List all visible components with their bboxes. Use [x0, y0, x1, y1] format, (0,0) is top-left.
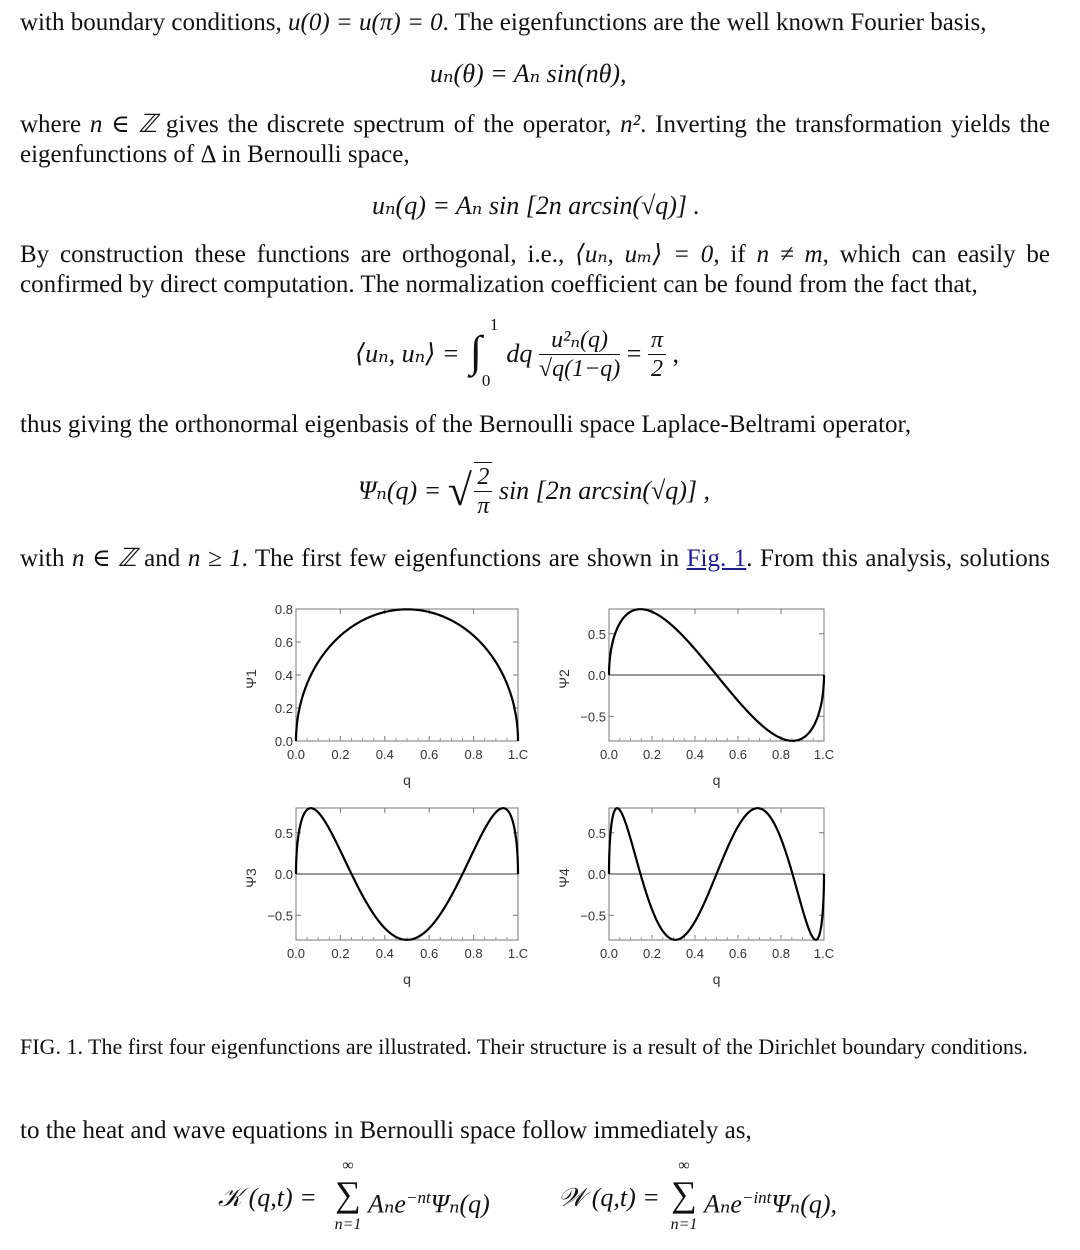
text-span: , which can easily be: [822, 241, 1051, 268]
sum-upper: ∞: [342, 1157, 354, 1174]
heat-kernel-lhs: 𝒦 (q,t) =: [218, 1183, 317, 1212]
equation-fourier-basis: uₙ(θ) = Aₙ sin(nθ),: [430, 59, 627, 88]
x-tick-label: 1.C: [813, 747, 835, 762]
figure-caption: [20, 1033, 1050, 1087]
equation-heat-wave-solutions: [218, 1157, 878, 1244]
x-tick-label: 0.4: [685, 747, 705, 762]
sqrt-sign-icon: √: [447, 466, 472, 515]
equation-orthonormal-basis: [358, 462, 710, 530]
x-tick-label: 0.4: [375, 747, 394, 762]
x-tick-label: 1.C: [507, 747, 529, 762]
x-tick-label: 0.8: [771, 747, 791, 762]
y-tick-label: 0.2: [274, 701, 293, 716]
numerator: 2: [474, 463, 492, 492]
x-tick-label: 0.2: [331, 747, 350, 762]
x-tick-label: 0.6: [728, 747, 748, 762]
sum-lower: n=1: [334, 1216, 362, 1233]
heat-kernel-term: [368, 1182, 490, 1221]
text-span: . From this analysis, solutions: [746, 545, 1050, 572]
equation-bernoulli-eigenfunction: uₙ(q) = Aₙ sin [2n arcsin(√q)] .: [372, 191, 701, 220]
y-tick-label: 0.8: [274, 602, 293, 617]
x-tick-label: 1.C: [507, 946, 529, 961]
eq-rhs: sin [2n arcsin(√q)] ,: [498, 476, 711, 505]
eigenfunction-curve: [296, 609, 518, 741]
y-tick-label: 0.0: [274, 734, 293, 749]
term-psi: Ψₙ(q): [430, 1189, 490, 1219]
x-tick-label: 0.0: [286, 946, 306, 961]
integral-sign: [466, 315, 500, 390]
y-tick-label: 0.5: [587, 626, 606, 642]
eigenfunction-curve: [609, 808, 824, 940]
math-inline: n ≠ m: [756, 241, 823, 268]
text-span: with: [20, 545, 72, 572]
x-tick-label: 0.8: [464, 946, 483, 961]
text-span: gives the discrete spectrum of the operator,: [157, 111, 621, 138]
eq-lhs: Ψₙ(q) =: [358, 476, 448, 505]
y-tick-label: −0.5: [580, 908, 606, 924]
x-tick-label: 0.4: [375, 946, 394, 961]
paragraph-line: [20, 544, 1050, 574]
paragraph-line: thus giving the orthonormal eigenbasis of the Bernoulli space Laplace-Beltrami operator,: [20, 411, 912, 438]
fraction-pi-over-2: [648, 326, 666, 383]
y-tick-label: −0.5: [267, 908, 293, 924]
y-axis-label: Ψ2: [556, 669, 572, 689]
term-exponent: −nt: [405, 1188, 431, 1207]
x-tick-label: 0.0: [599, 946, 619, 961]
y-tick-label: −0.5: [580, 709, 606, 725]
y-tick-label: 0.6: [274, 635, 293, 650]
eq-equals: =: [626, 339, 648, 368]
fraction-2-over-pi: [474, 462, 492, 520]
x-tick-label: 1.C: [813, 946, 835, 961]
y-tick-label: 0.0: [274, 867, 293, 882]
term-coeff: Aₙe: [704, 1189, 742, 1219]
y-tick-label: 0.0: [587, 668, 606, 683]
denominator: π: [477, 493, 490, 519]
math-inline: u(0) = u(π) = 0: [288, 9, 443, 36]
paragraph-line: to the heat and wave equations in Bernoulli space follow immediately as,: [20, 1117, 752, 1144]
x-tick-label: 0.2: [642, 747, 662, 762]
numerator: u²ₙ(q): [539, 326, 620, 355]
y-tick-label: 0.0: [587, 867, 606, 882]
text-span: . Inverting the transformation yields the: [640, 111, 1051, 138]
denominator: 2: [650, 355, 663, 382]
x-tick-label: 0.8: [771, 946, 791, 961]
x-tick-label: 0.6: [420, 946, 439, 961]
eq-comma: ,: [672, 339, 679, 368]
numerator: π: [648, 326, 666, 355]
x-tick-label: 0.0: [286, 747, 306, 762]
x-tick-label: 0.8: [464, 747, 483, 762]
text-span: where: [20, 111, 90, 138]
y-axis-label: Ψ4: [556, 868, 572, 888]
x-axis-label: q: [712, 772, 721, 788]
integral-symbol: ∫: [469, 327, 482, 376]
integral-upper: 1: [489, 315, 499, 334]
y-axis-label: Ψ3: [243, 868, 259, 888]
x-tick-label: 0.0: [599, 747, 619, 762]
sum-upper: ∞: [678, 1157, 690, 1174]
y-tick-label: 0.4: [274, 668, 293, 683]
x-tick-label: 0.2: [642, 946, 662, 961]
plot-frame: [296, 609, 518, 741]
sum-sigma: ∑: [671, 1174, 697, 1214]
fraction: [539, 326, 620, 383]
y-axis-label: Ψ1: [243, 669, 259, 689]
math-inline: n²: [620, 111, 641, 138]
math-inline: ⟨uₙ, uₘ⟩ = 0: [575, 241, 714, 268]
eq-dq: dq: [506, 339, 533, 368]
text-span: and: [136, 545, 188, 572]
paragraph-line: [20, 110, 1050, 140]
integral-lower: 0: [481, 371, 491, 390]
paragraph-line: [20, 8, 1050, 38]
text-span: . The eigenfunctions are the well known Fourier basis,: [442, 9, 987, 36]
caption-text: FIG. 1. The first four eigenfunctions are illustrated. Their structure is a result of the Dirichlet boundary conditions.: [20, 1034, 1028, 1059]
x-axis-label: q: [403, 971, 411, 987]
x-axis-label: q: [403, 772, 411, 788]
x-tick-label: 0.4: [685, 946, 705, 961]
paragraph-line: [20, 240, 1050, 270]
math-inline: n ∈ ℤ: [71, 545, 137, 572]
paragraph-line: confirmed by direct computation. The normalization coefficient can be found from the fact that,: [20, 271, 978, 298]
text-span: with boundary conditions,: [20, 9, 289, 36]
figure-eigenfunctions: [0, 600, 1080, 1000]
paragraph-line: eigenfunctions of Δ in Bernoulli space,: [20, 141, 410, 168]
term-exponent: −int: [741, 1188, 772, 1207]
x-tick-label: 0.6: [728, 946, 748, 961]
denominator: √q(1−q): [538, 355, 621, 382]
text-span: , if: [713, 241, 757, 268]
math-inline: n ∈ ℤ: [89, 111, 158, 138]
term-coeff: Aₙe: [368, 1189, 406, 1219]
equation-normalization: [355, 315, 679, 394]
x-tick-label: 0.6: [420, 747, 439, 762]
x-axis-label: q: [712, 971, 721, 987]
sum-lower: n=1: [670, 1216, 698, 1233]
sum-sigma: ∑: [335, 1174, 361, 1214]
text-span: . The first few eigenfunctions are shown in: [241, 545, 687, 572]
wave-kernel-term: [704, 1182, 837, 1221]
eq-lhs: ⟨uₙ, uₙ⟩ =: [355, 339, 466, 368]
x-tick-label: 0.2: [331, 946, 350, 961]
y-tick-label: 0.5: [274, 825, 293, 841]
text-span: By construction these functions are orthogonal, i.e.,: [20, 241, 576, 268]
math-inline: n ≥ 1: [187, 545, 242, 572]
wave-kernel-lhs: 𝒲 (q,t) =: [558, 1183, 660, 1212]
y-tick-label: 0.5: [587, 825, 606, 841]
figure-link[interactable]: Fig. 1: [686, 545, 747, 572]
term-psi: Ψₙ(q),: [771, 1189, 838, 1219]
